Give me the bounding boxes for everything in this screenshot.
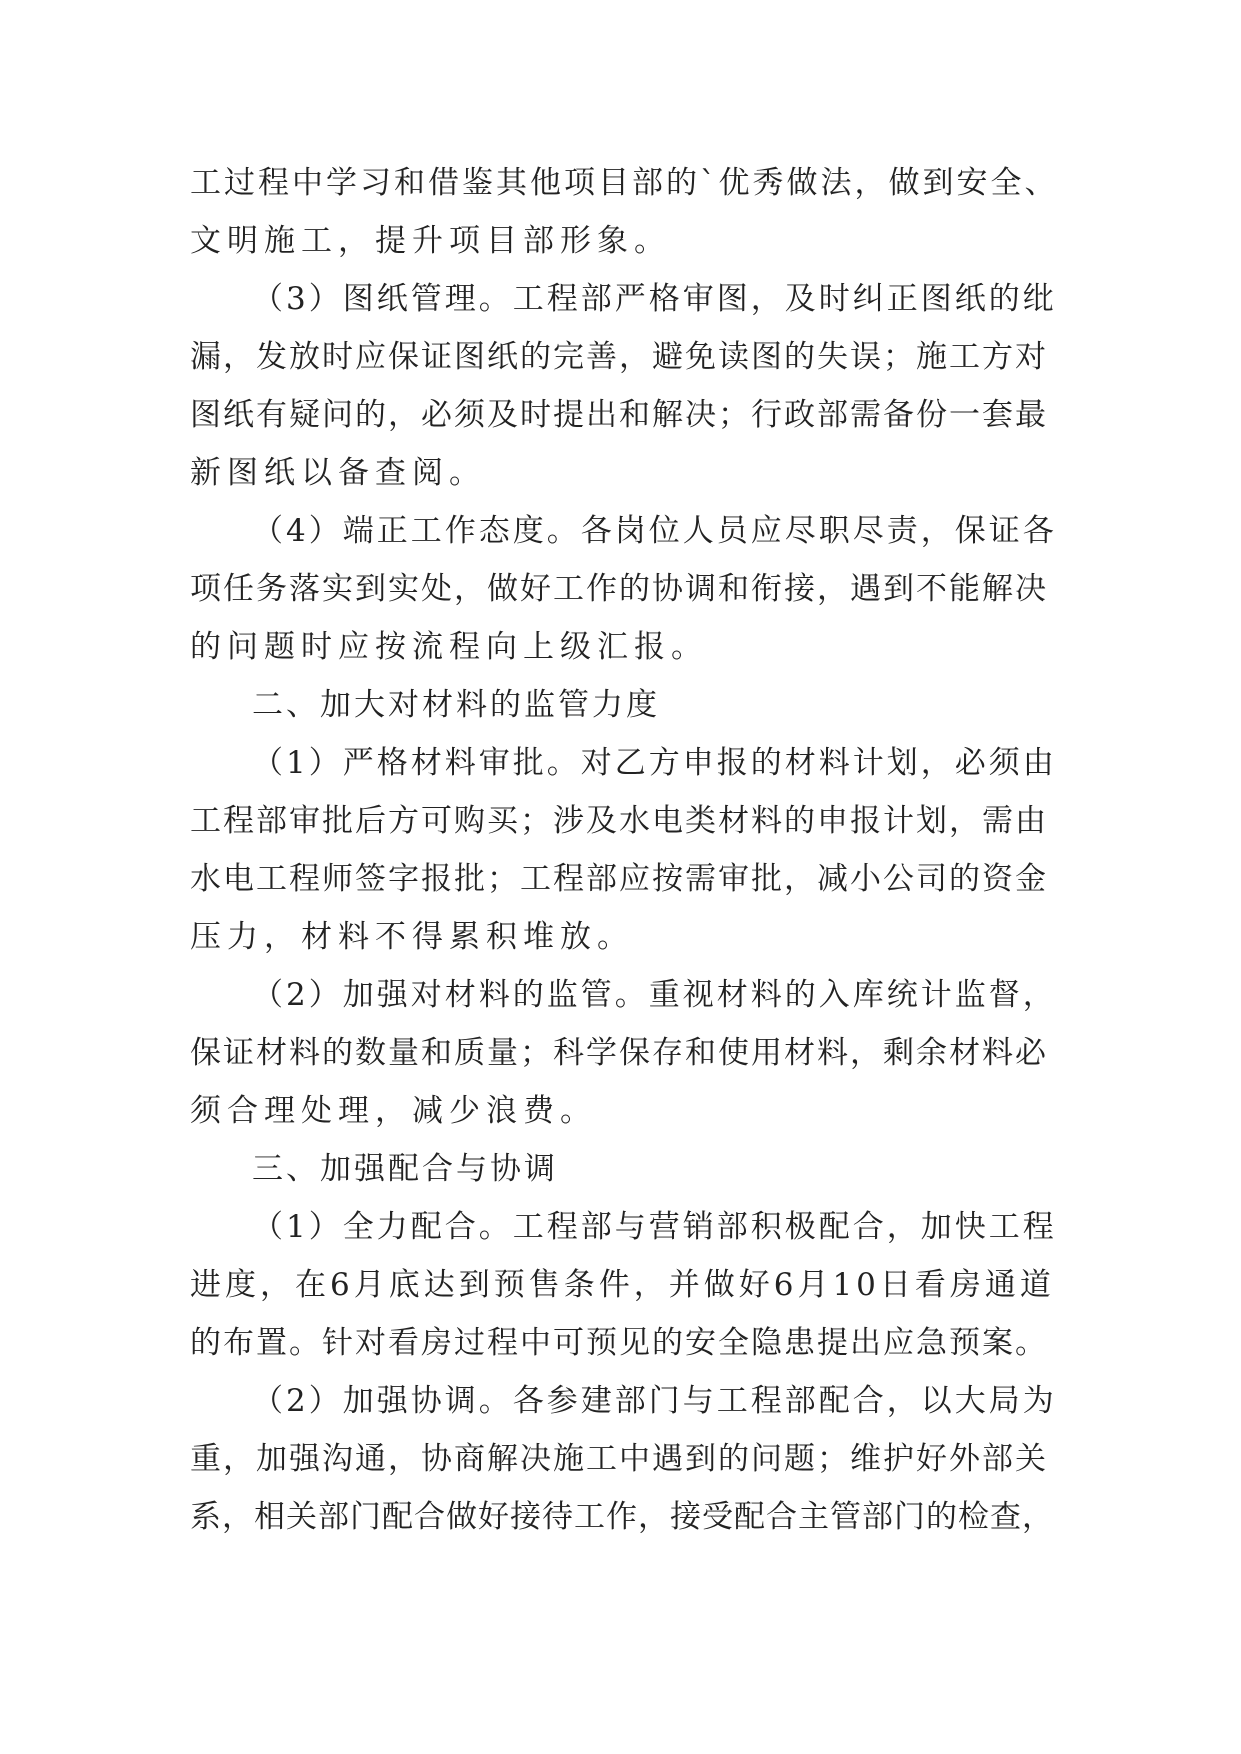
section-heading: 三、加强配合与协调 <box>252 1151 558 1187</box>
paragraph-line: 压力，材料不得累积堆放。 <box>190 919 634 955</box>
paragraph-line: 新图纸以备查阅。 <box>190 455 486 491</box>
paragraph-line: 保证材料的数量和质量；科学保存和使用材料，剩余材料必 <box>190 1035 1048 1071</box>
paragraph-line: 重，加强沟通，协商解决施工中遇到的问题；维护好外部关 <box>190 1441 1048 1477</box>
paragraph-line: 漏，发放时应保证图纸的完善，避免读图的失误；施工方对 <box>190 339 1048 375</box>
paragraph-line: 须合理处理，减少浪费。 <box>190 1093 597 1129</box>
paragraph-line: 的布置。针对看房过程中可预见的安全隐患提出应急预案。 <box>190 1325 1048 1361</box>
paragraph-line: （1）严格材料审批。对乙方申报的材料计划，必须由 <box>252 745 1057 781</box>
section-heading: 二、加大对材料的监管力度 <box>252 687 660 723</box>
paragraph-line: 图纸有疑问的，必须及时提出和解决；行政部需备份一套最 <box>190 397 1048 433</box>
paragraph-line: （2）加强对材料的监管。重视材料的入库统计监督， <box>252 977 1057 1013</box>
document-body <box>190 154 1060 1546</box>
paragraph-line: （4）端正工作态度。各岗位人员应尽职尽责，保证各 <box>252 513 1057 549</box>
paragraph-line: （1）全力配合。工程部与营销部积极配合，加快工程 <box>252 1209 1057 1245</box>
paragraph-line: 的问题时应按流程向上级汇报。 <box>190 629 708 665</box>
paragraph-line: 进度，在6月底达到预售条件，并做好6月10日看房通道 <box>190 1267 1055 1303</box>
paragraph-line: 工程部审批后方可购买；涉及水电类材料的申报计划，需由 <box>190 803 1048 839</box>
paragraph-line: 工过程中学习和借鉴其他项目部的`优秀做法，做到安全、 <box>190 165 1059 201</box>
paragraph-line: 系，相关部门配合做好接待工作，接受配合主管部门的检查， <box>190 1499 1054 1535</box>
paragraph-line: 水电工程师签字报批；工程部应按需审批，减小公司的资金 <box>190 861 1048 897</box>
paragraph-line: 项任务落实到实处，做好工作的协调和衔接，遇到不能解决 <box>190 571 1048 607</box>
paragraph-line: 文明施工，提升项目部形象。 <box>190 223 671 259</box>
paragraph-line: （2）加强协调。各参建部门与工程部配合，以大局为 <box>252 1383 1057 1419</box>
paragraph-line: （3）图纸管理。工程部严格审图，及时纠正图纸的纰 <box>252 281 1057 317</box>
